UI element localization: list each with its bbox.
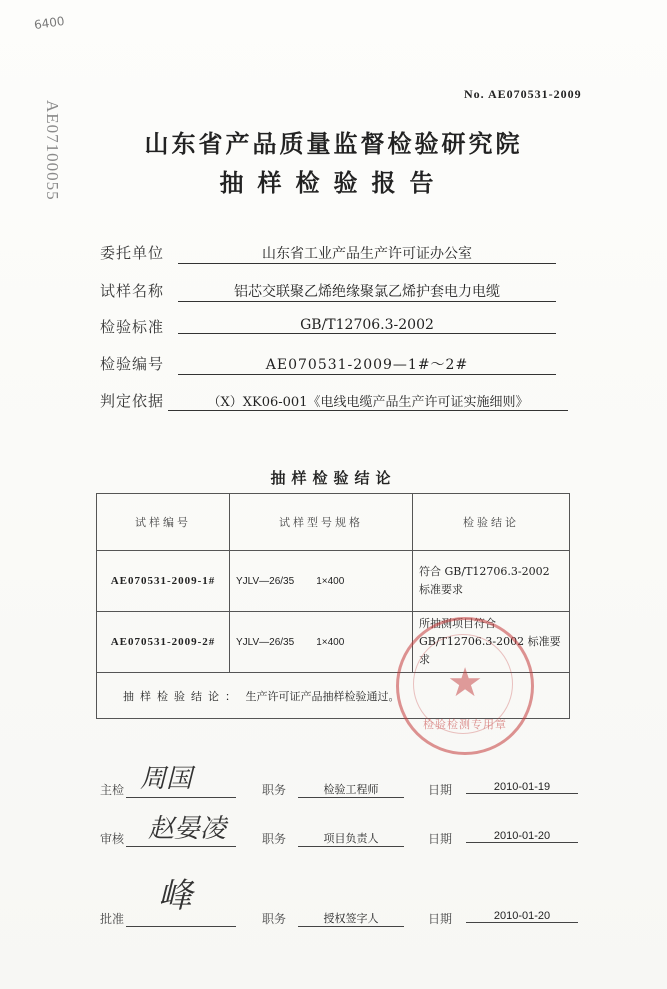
model-text: YJLV—26/35 <box>236 575 295 587</box>
date-label: 日期 <box>428 832 453 846</box>
table-row <box>97 551 570 612</box>
field-value-basis: （X）XK06-001《电线电缆产品生产许可证实施细则》 <box>168 391 568 411</box>
title-value: 项目负责人 <box>298 830 404 847</box>
date-label: 日期 <box>428 912 453 926</box>
field-label-basis: 判定依据 <box>100 392 165 410</box>
field-value-test-number: AE070531-2009—1#～2# <box>178 354 556 375</box>
date-label: 日期 <box>428 783 453 797</box>
title-value: 授权签字人 <box>298 910 404 927</box>
sign-role-approver: 批准 <box>100 912 125 926</box>
date-value: 2010-01-19 <box>466 781 578 794</box>
sign-line <box>126 926 236 927</box>
sign-line <box>126 846 236 847</box>
official-seal <box>396 617 534 755</box>
result-cell: 所抽测项目符合 GB/T12706.3-2002 标准要求 <box>413 612 570 673</box>
header-sample-no: 试样编号 <box>97 494 230 551</box>
sample-no-cell: AE070531-2009-2# <box>97 612 230 673</box>
handwritten-signature-inspector: 周国 <box>140 764 193 794</box>
field-value-standard: GB/T12706.3-2002 <box>178 317 556 334</box>
field-value-sample-name: 铝芯交联聚乙烯绝缘聚氯乙烯护套电力电缆 <box>178 281 556 302</box>
sign-line <box>126 797 236 798</box>
report-number: No. AE070531-2009 <box>464 87 582 101</box>
header-model-spec: 试样型号规格 <box>230 494 413 551</box>
date-value: 2010-01-20 <box>466 830 578 843</box>
sign-role-reviewer: 审核 <box>100 832 125 846</box>
field-value-client: 山东省工业产品生产许可证办公室 <box>178 243 556 264</box>
summary-label: 抽样检验结论： <box>123 689 242 703</box>
table-header-row <box>97 494 570 551</box>
spec-text: 1×400 <box>316 575 345 587</box>
model-spec-cell <box>230 551 413 612</box>
title-label: 职务 <box>262 912 287 926</box>
corner-handwritten-note: 6400 <box>33 13 66 33</box>
handwritten-signature-reviewer: 赵晏凌 <box>148 814 227 844</box>
model-text: YJLV—26/35 <box>236 636 295 648</box>
field-label-standard: 检验标准 <box>100 318 165 336</box>
handwritten-signature-approver: 峰 <box>158 876 192 916</box>
date-value: 2010-01-20 <box>466 910 578 923</box>
title-value: 检验工程师 <box>298 781 404 798</box>
title-label: 职务 <box>262 783 287 797</box>
spec-text: 1×400 <box>316 636 345 648</box>
field-label-test-number: 检验编号 <box>100 355 165 373</box>
side-archive-code: AE07100055 <box>43 100 62 201</box>
result-cell: 符合 GB/T12706.3-2002 标准要求 <box>413 551 570 612</box>
institute-title: 山东省产品质量监督检验研究院 <box>144 129 523 158</box>
field-label-client: 委托单位 <box>100 244 165 262</box>
summary-text: 生产许可证产品抽样检验通过。 <box>245 689 400 703</box>
model-spec-cell <box>230 612 413 673</box>
field-label-sample-name: 试样名称 <box>100 282 165 300</box>
sample-no-cell: AE070531-2009-1# <box>97 551 230 612</box>
title-label: 职务 <box>262 832 287 846</box>
seal-text: 检验检测专用章 <box>423 718 507 731</box>
sign-role-inspector: 主检 <box>100 783 125 797</box>
report-title: 抽样检验报告 <box>219 168 448 197</box>
conclusion-title: 抽样检验结论 <box>270 469 397 487</box>
header-result: 检验结论 <box>413 494 570 551</box>
seal-star-icon: ★ <box>447 660 483 706</box>
